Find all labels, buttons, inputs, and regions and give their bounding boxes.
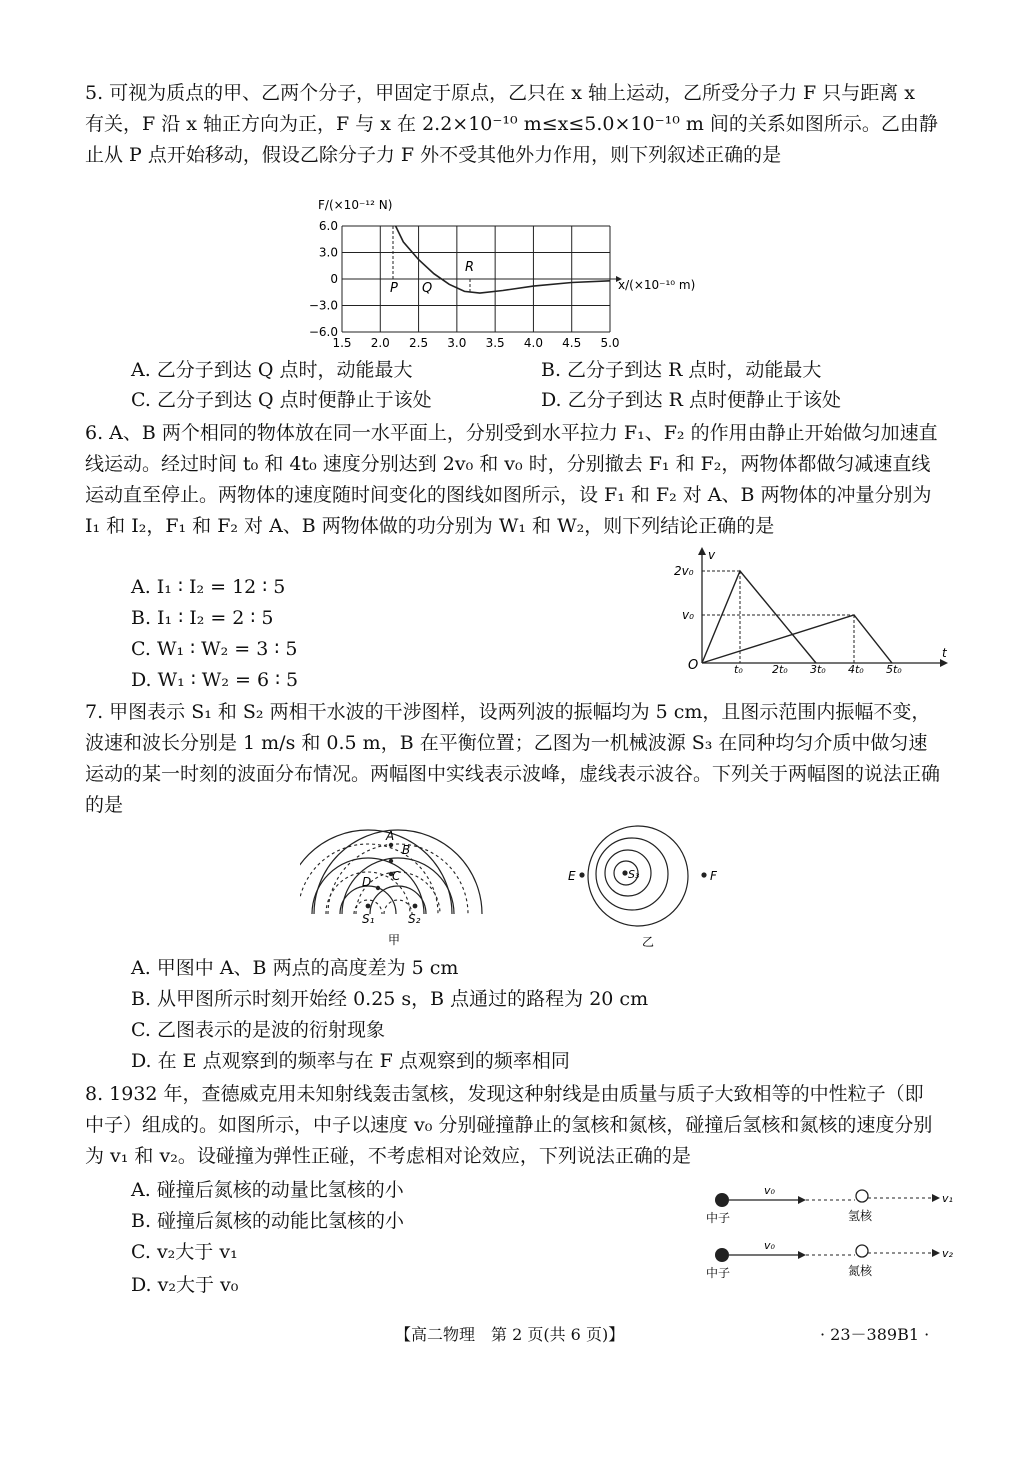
- chart-grid: [342, 226, 622, 332]
- page-footer: 【高二物理 第 2 页(共 6 页)】: [395, 1325, 625, 1344]
- q8-option-b[interactable]: B. 碰撞后氮核的动能比氢核的小: [131, 1210, 405, 1232]
- x-tick-label: 3.5: [485, 336, 505, 350]
- q7-option-d[interactable]: D. 在 E 点观察到的频率与在 F 点观察到的频率相同: [131, 1050, 570, 1072]
- svg-text:中子: 中子: [706, 1211, 731, 1225]
- svg-text:5t₀: 5t₀: [886, 663, 902, 675]
- svg-text:v₀: v₀: [764, 1184, 775, 1197]
- q5-option-a[interactable]: A. 乙分子到达 Q 点时，动能最大: [131, 359, 413, 381]
- label-q: Q: [422, 281, 433, 296]
- svg-text:D: D: [362, 875, 372, 889]
- q6-option-d[interactable]: D. W₁ ∶ W₂ = 6 ∶ 5: [131, 669, 299, 691]
- y-tick-label: 6.0: [318, 219, 338, 233]
- force-distance-chart: [300, 192, 720, 352]
- x-tick-label: 4.5: [562, 336, 582, 350]
- q5-option-c[interactable]: C. 乙分子到达 Q 点时便静止于该处: [131, 389, 432, 411]
- x-tick-label: 4.0: [523, 336, 543, 350]
- velocity-time-graph: [672, 545, 952, 675]
- svg-text:t₀: t₀: [734, 663, 743, 675]
- y-tick-label: −3.0: [308, 298, 338, 313]
- collision-diagram: [700, 1180, 970, 1290]
- svg-text:B: B: [402, 843, 411, 857]
- q6-option-b[interactable]: B. I₁ ∶ I₂ = 2 ∶ 5: [131, 607, 274, 629]
- question-7-stem: 7. 甲图表示 S₁ 和 S₂ 两相干水波的干涉图样，设两列波的振幅均为 5 cm，且图示范围内振幅不变，波速和波长分别是 1 m/s 和 0.5 m，B 在平衡位置；乙图为一机械波源 S₃ 在同种均匀介质中做匀速运动的某一时刻的波面分布情况。两幅图中实线表示波峰，虚线表示波谷。下列关于两幅图的说法正确的是: [85, 701, 941, 816]
- x-tick-label: 5.0: [600, 336, 620, 350]
- svg-text:氢核: 氢核: [848, 1209, 873, 1223]
- chart-xlabel: x/(×10⁻¹⁰ m): [618, 278, 696, 292]
- q7-option-c[interactable]: C. 乙图表示的是波的衍射现象: [131, 1019, 385, 1041]
- x-tick-label: 1.5: [332, 336, 352, 350]
- svg-text:v₀: v₀: [764, 1239, 775, 1252]
- y-tick-label: 0: [330, 272, 338, 286]
- svg-text:中子: 中子: [706, 1266, 731, 1280]
- question-5-stem: 5. 可视为质点的甲、乙两个分子，甲固定于原点，乙只在 x 轴上运动，乙所受分子力 F 只与距离 x 有关，F 沿 x 轴正方向为正，F 与 x 在 2.2×10⁻¹⁰ m≤x≤5.0×10⁻¹⁰ m 间的关系如图所示。乙由静止从 P 点开始移动，假设乙除分子力 F 外不受其他外力作用，则下列叙述正确的是: [85, 82, 938, 166]
- question-6-stem: 6. A、B 两个相同的物体放在同一水平面上，分别受到水平拉力 F₁、F₂ 的作用由静止开始做匀加速直线运动。经过时间 t₀ 和 4t₀ 速度分别达到 2v₀ 和 v₀ 时，分别撤去 F₁ 和 F₂，两物体都做匀减速直线运动直至停止。两物体的速度随时间变化的图线如图所示，设 F₁ 和 F₂ 对 A、B 两物体的冲量分别为 I₁ 和 I₂，F₁ 和 F₂ 对 A、B 两物体做的功分别为 W₁ 和 W₂，则下列结论正确的是: [85, 422, 938, 537]
- interference-diagram: [300, 826, 500, 951]
- q6-option-a[interactable]: A. I₁ ∶ I₂ = 12 ∶ 5: [131, 576, 286, 598]
- label-p: P: [390, 281, 398, 296]
- q8-option-c[interactable]: C. v₂大于 v₁: [131, 1241, 238, 1263]
- q7-option-a[interactable]: A. 甲图中 A、B 两点的高度差为 5 cm: [131, 957, 459, 979]
- y-tick-label: −6.0: [308, 325, 338, 339]
- q6-option-c[interactable]: C. W₁ ∶ W₂ = 3 ∶ 5: [131, 638, 298, 660]
- chart-ylabel: F/(×10⁻¹² N): [318, 198, 393, 212]
- svg-text:C: C: [392, 869, 401, 883]
- svg-text:O: O: [688, 658, 699, 673]
- q7-option-b[interactable]: B. 从甲图所示时刻开始经 0.25 s，B 点通过的路程为 20 cm: [131, 988, 649, 1010]
- svg-text:t: t: [942, 646, 947, 660]
- svg-text:3t₀: 3t₀: [810, 663, 826, 675]
- paper-code: · 23－389B1 ·: [820, 1325, 930, 1344]
- svg-text:S₁: S₁: [362, 912, 375, 926]
- svg-text:氮核: 氮核: [848, 1264, 873, 1278]
- svg-text:v: v: [708, 548, 716, 562]
- q5-option-d[interactable]: D. 乙分子到达 R 点时便静止于该处: [541, 389, 842, 411]
- svg-text:v₁: v₁: [942, 1192, 953, 1205]
- svg-text:2t₀: 2t₀: [772, 663, 788, 675]
- svg-text:v₀: v₀: [682, 608, 694, 622]
- svg-text:乙: 乙: [642, 935, 655, 949]
- svg-text:甲: 甲: [388, 933, 401, 947]
- q8-option-d[interactable]: D. v₂大于 v₀: [131, 1274, 239, 1296]
- svg-text:4t₀: 4t₀: [848, 663, 864, 675]
- x-tick-label: 2.5: [409, 336, 429, 350]
- q8-option-a[interactable]: A. 碰撞后氮核的动量比氢核的小: [131, 1179, 404, 1201]
- svg-text:S₃: S₃: [628, 868, 640, 881]
- svg-text:E: E: [568, 869, 576, 883]
- line-a: [702, 571, 816, 663]
- y-tick-label: 3.0: [318, 245, 338, 260]
- question-8-stem: 8. 1932 年，查德威克用未知射线轰击氢核，发现这种射线是由质量与质子大致相等的中性粒子（即中子）组成的。如图所示，中子以速度 v₀ 分别碰撞静止的氢核和氮核，碰撞后氢核和氮核的速度分别为 v₁ 和 v₂。设碰撞为弹性正碰，不考虑相对论效应，下列说法正确的是: [85, 1083, 933, 1167]
- svg-text:S₂: S₂: [408, 912, 421, 926]
- svg-text:F: F: [710, 869, 717, 883]
- svg-text:2v₀: 2v₀: [674, 564, 694, 578]
- label-r: R: [465, 260, 475, 275]
- svg-text:A: A: [386, 829, 395, 843]
- x-tick-label: 2.0: [370, 336, 390, 350]
- doppler-diagram: [560, 822, 740, 952]
- q5-option-b[interactable]: B. 乙分子到达 R 点时，动能最大: [541, 359, 822, 381]
- svg-text:v₂: v₂: [942, 1247, 953, 1260]
- x-tick-label: 3.0: [447, 336, 467, 350]
